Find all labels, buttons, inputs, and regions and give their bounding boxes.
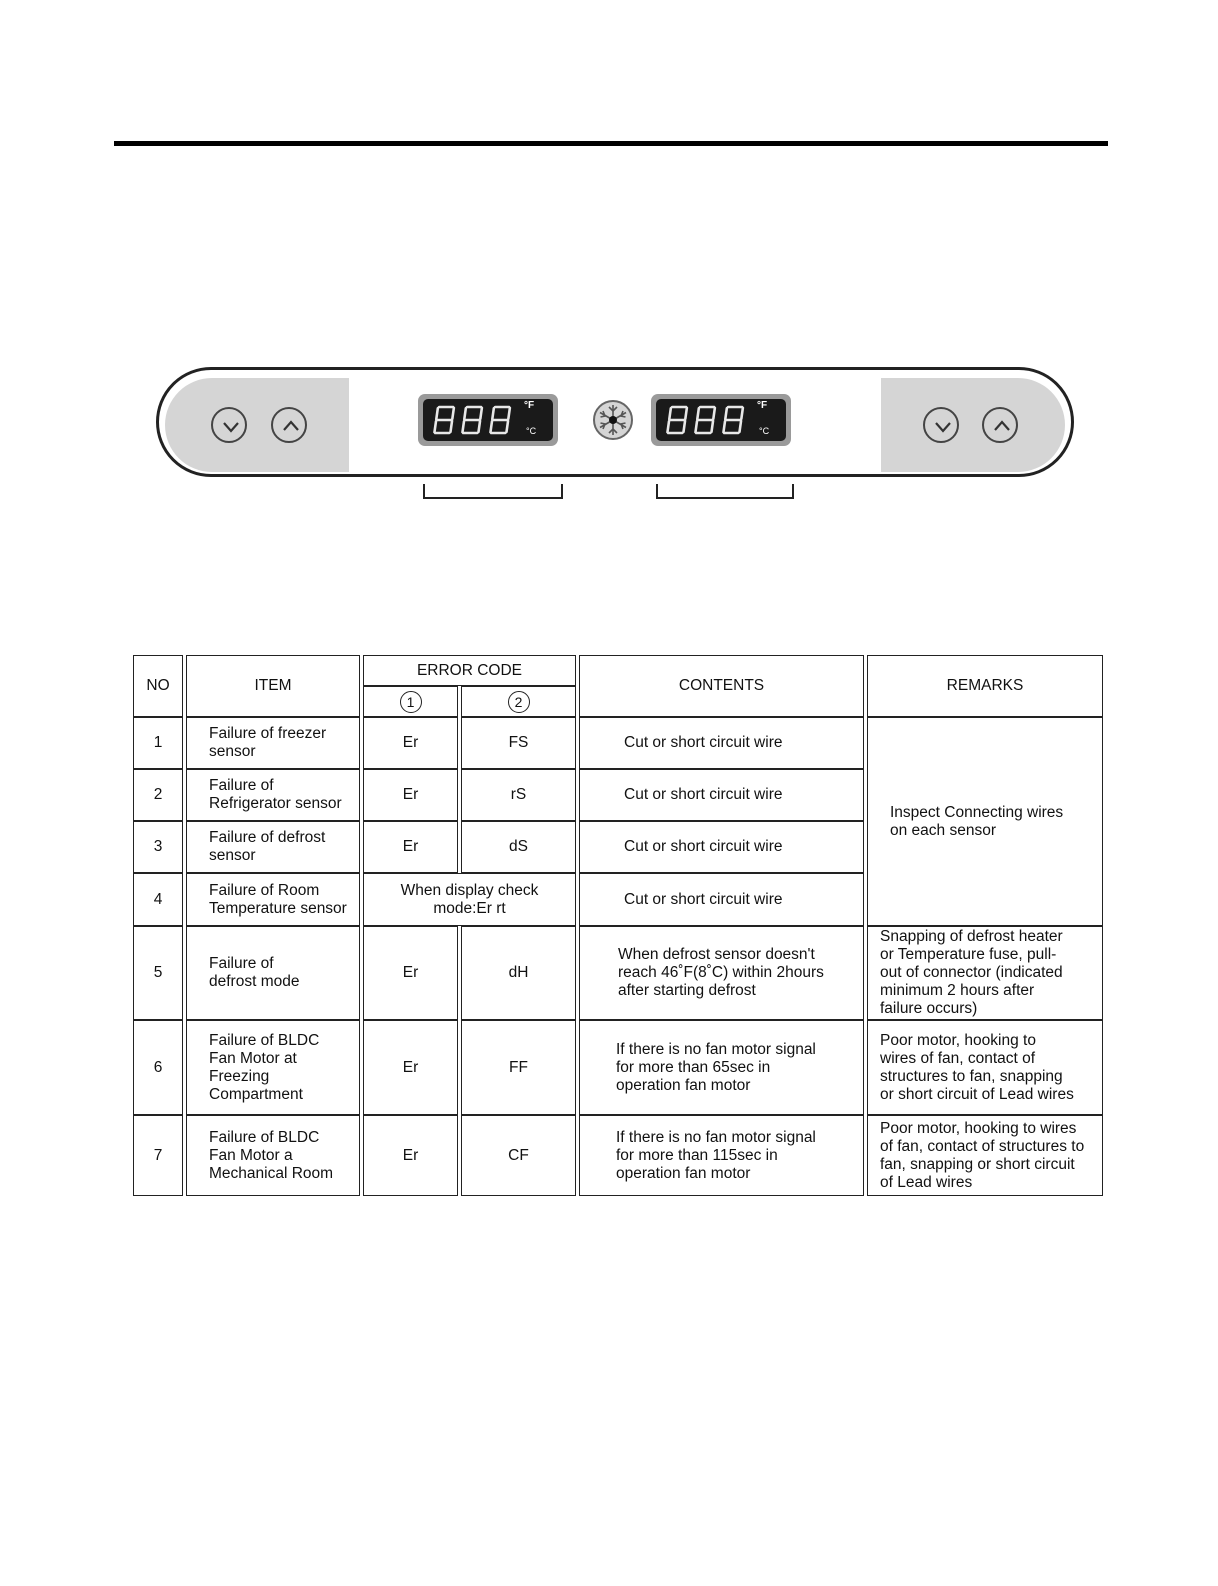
shared-remarks: Inspect Connecting wires on each sensor [867, 717, 1103, 926]
table-row [133, 1115, 1103, 1196]
row-code-1: Er [363, 1020, 458, 1115]
row-no: 4 [133, 873, 183, 926]
row-contents: Cut or short circuit wire [579, 717, 864, 769]
row-item: Failure of BLDC Fan Motor at Freezing Compartment [186, 1020, 360, 1115]
row-contents: Cut or short circuit wire [579, 873, 864, 926]
row-remarks: Snapping of defrost heater or Temperature fuse, pull- out of connector (indicated minimum 2 hours after failure occurs) [867, 926, 1103, 1020]
freezer-button-zone [165, 378, 349, 472]
fahrenheit-unit-label: °F [524, 400, 535, 411]
header-rule [114, 141, 1108, 146]
row-item: Failure of BLDC Fan Motor a Mechanical Room [186, 1115, 360, 1196]
row-code-2: dS [461, 821, 576, 873]
row-code-2: dH [461, 926, 576, 1020]
row-no: 7 [133, 1115, 183, 1196]
row-no: 1 [133, 717, 183, 769]
digit-eight [434, 407, 454, 433]
fahrenheit-unit-label: °F [757, 400, 768, 411]
row-remarks: Poor motor, hooking to wires of fan, contact of structures to fan, snapping or short circuit of Lead wires [867, 1020, 1103, 1115]
control-panel [156, 367, 1074, 477]
row-no: 5 [133, 926, 183, 1020]
row-code-2: FS [461, 717, 576, 769]
table-row [133, 717, 1103, 769]
row-code-1: Er [363, 821, 458, 873]
digit-eight [723, 407, 743, 433]
header-error-code: ERROR CODE [363, 655, 576, 686]
circled-number: 1 [400, 691, 422, 713]
table-row [133, 1020, 1103, 1115]
refrigerator-display-bracket [656, 484, 794, 499]
freezer-down-button[interactable] [211, 407, 247, 443]
row-item: Failure of defrost sensor [186, 821, 360, 873]
row-no: 6 [133, 1020, 183, 1115]
row-code-1: Er [363, 926, 458, 1020]
header-code-2 [461, 686, 576, 717]
header-remarks: REMARKS [867, 655, 1103, 717]
refrigerator-up-button[interactable] [982, 407, 1018, 443]
row-item: Failure of freezer sensor [186, 717, 360, 769]
error-code-table [130, 655, 1106, 1196]
freezer-temperature-display [418, 394, 558, 446]
row-contents: Cut or short circuit wire [579, 769, 864, 821]
circled-number: 2 [508, 691, 530, 713]
header-item: ITEM [186, 655, 360, 717]
row-item: Failure of defrost mode [186, 926, 360, 1020]
row-code-merged: When display check mode:Er rt [363, 873, 576, 926]
digit-eight [667, 407, 687, 433]
row-contents: When defrost sensor doesn't reach 46˚F(8˚C) within 2hours after starting defrost [579, 926, 864, 1020]
table-row [133, 926, 1103, 1020]
row-remarks: Poor motor, hooking to wires of fan, contact of structures to fan, snapping or short circuit of Lead wires [867, 1115, 1103, 1196]
snowflake-icon [592, 399, 634, 441]
row-contents: If there is no fan motor signal for more than 115sec in operation fan motor [579, 1115, 864, 1196]
row-code-1: Er [363, 769, 458, 821]
row-no: 3 [133, 821, 183, 873]
row-code-1: Er [363, 717, 458, 769]
row-code-2: rS [461, 769, 576, 821]
freezer-up-button[interactable] [271, 407, 307, 443]
row-code-1: Er [363, 1115, 458, 1196]
chevron-down-icon [925, 409, 961, 445]
row-no: 2 [133, 769, 183, 821]
refrigerator-button-zone [881, 378, 1065, 472]
refrigerator-temperature-display [651, 394, 791, 446]
chevron-up-icon [273, 409, 309, 445]
header-code-1 [363, 686, 458, 717]
header-contents: CONTENTS [579, 655, 864, 717]
row-item: Failure of Refrigerator sensor [186, 769, 360, 821]
row-contents: If there is no fan motor signal for more than 65sec in operation fan motor [579, 1020, 864, 1115]
celsius-unit-label: °C [759, 426, 770, 436]
row-code-2: CF [461, 1115, 576, 1196]
row-contents: Cut or short circuit wire [579, 821, 864, 873]
chevron-down-icon [213, 409, 249, 445]
chevron-up-icon [984, 409, 1020, 445]
header-no: NO [133, 655, 183, 717]
refrigerator-down-button[interactable] [923, 407, 959, 443]
digit-eight [695, 407, 715, 433]
seven-segment-digits [418, 394, 558, 446]
row-item: Failure of Room Temperature sensor [186, 873, 360, 926]
digit-eight [462, 407, 482, 433]
freezer-display-bracket [423, 484, 563, 499]
digit-eight [490, 407, 510, 433]
celsius-unit-label: °C [526, 426, 537, 436]
row-code-2: FF [461, 1020, 576, 1115]
seven-segment-digits [651, 394, 791, 446]
